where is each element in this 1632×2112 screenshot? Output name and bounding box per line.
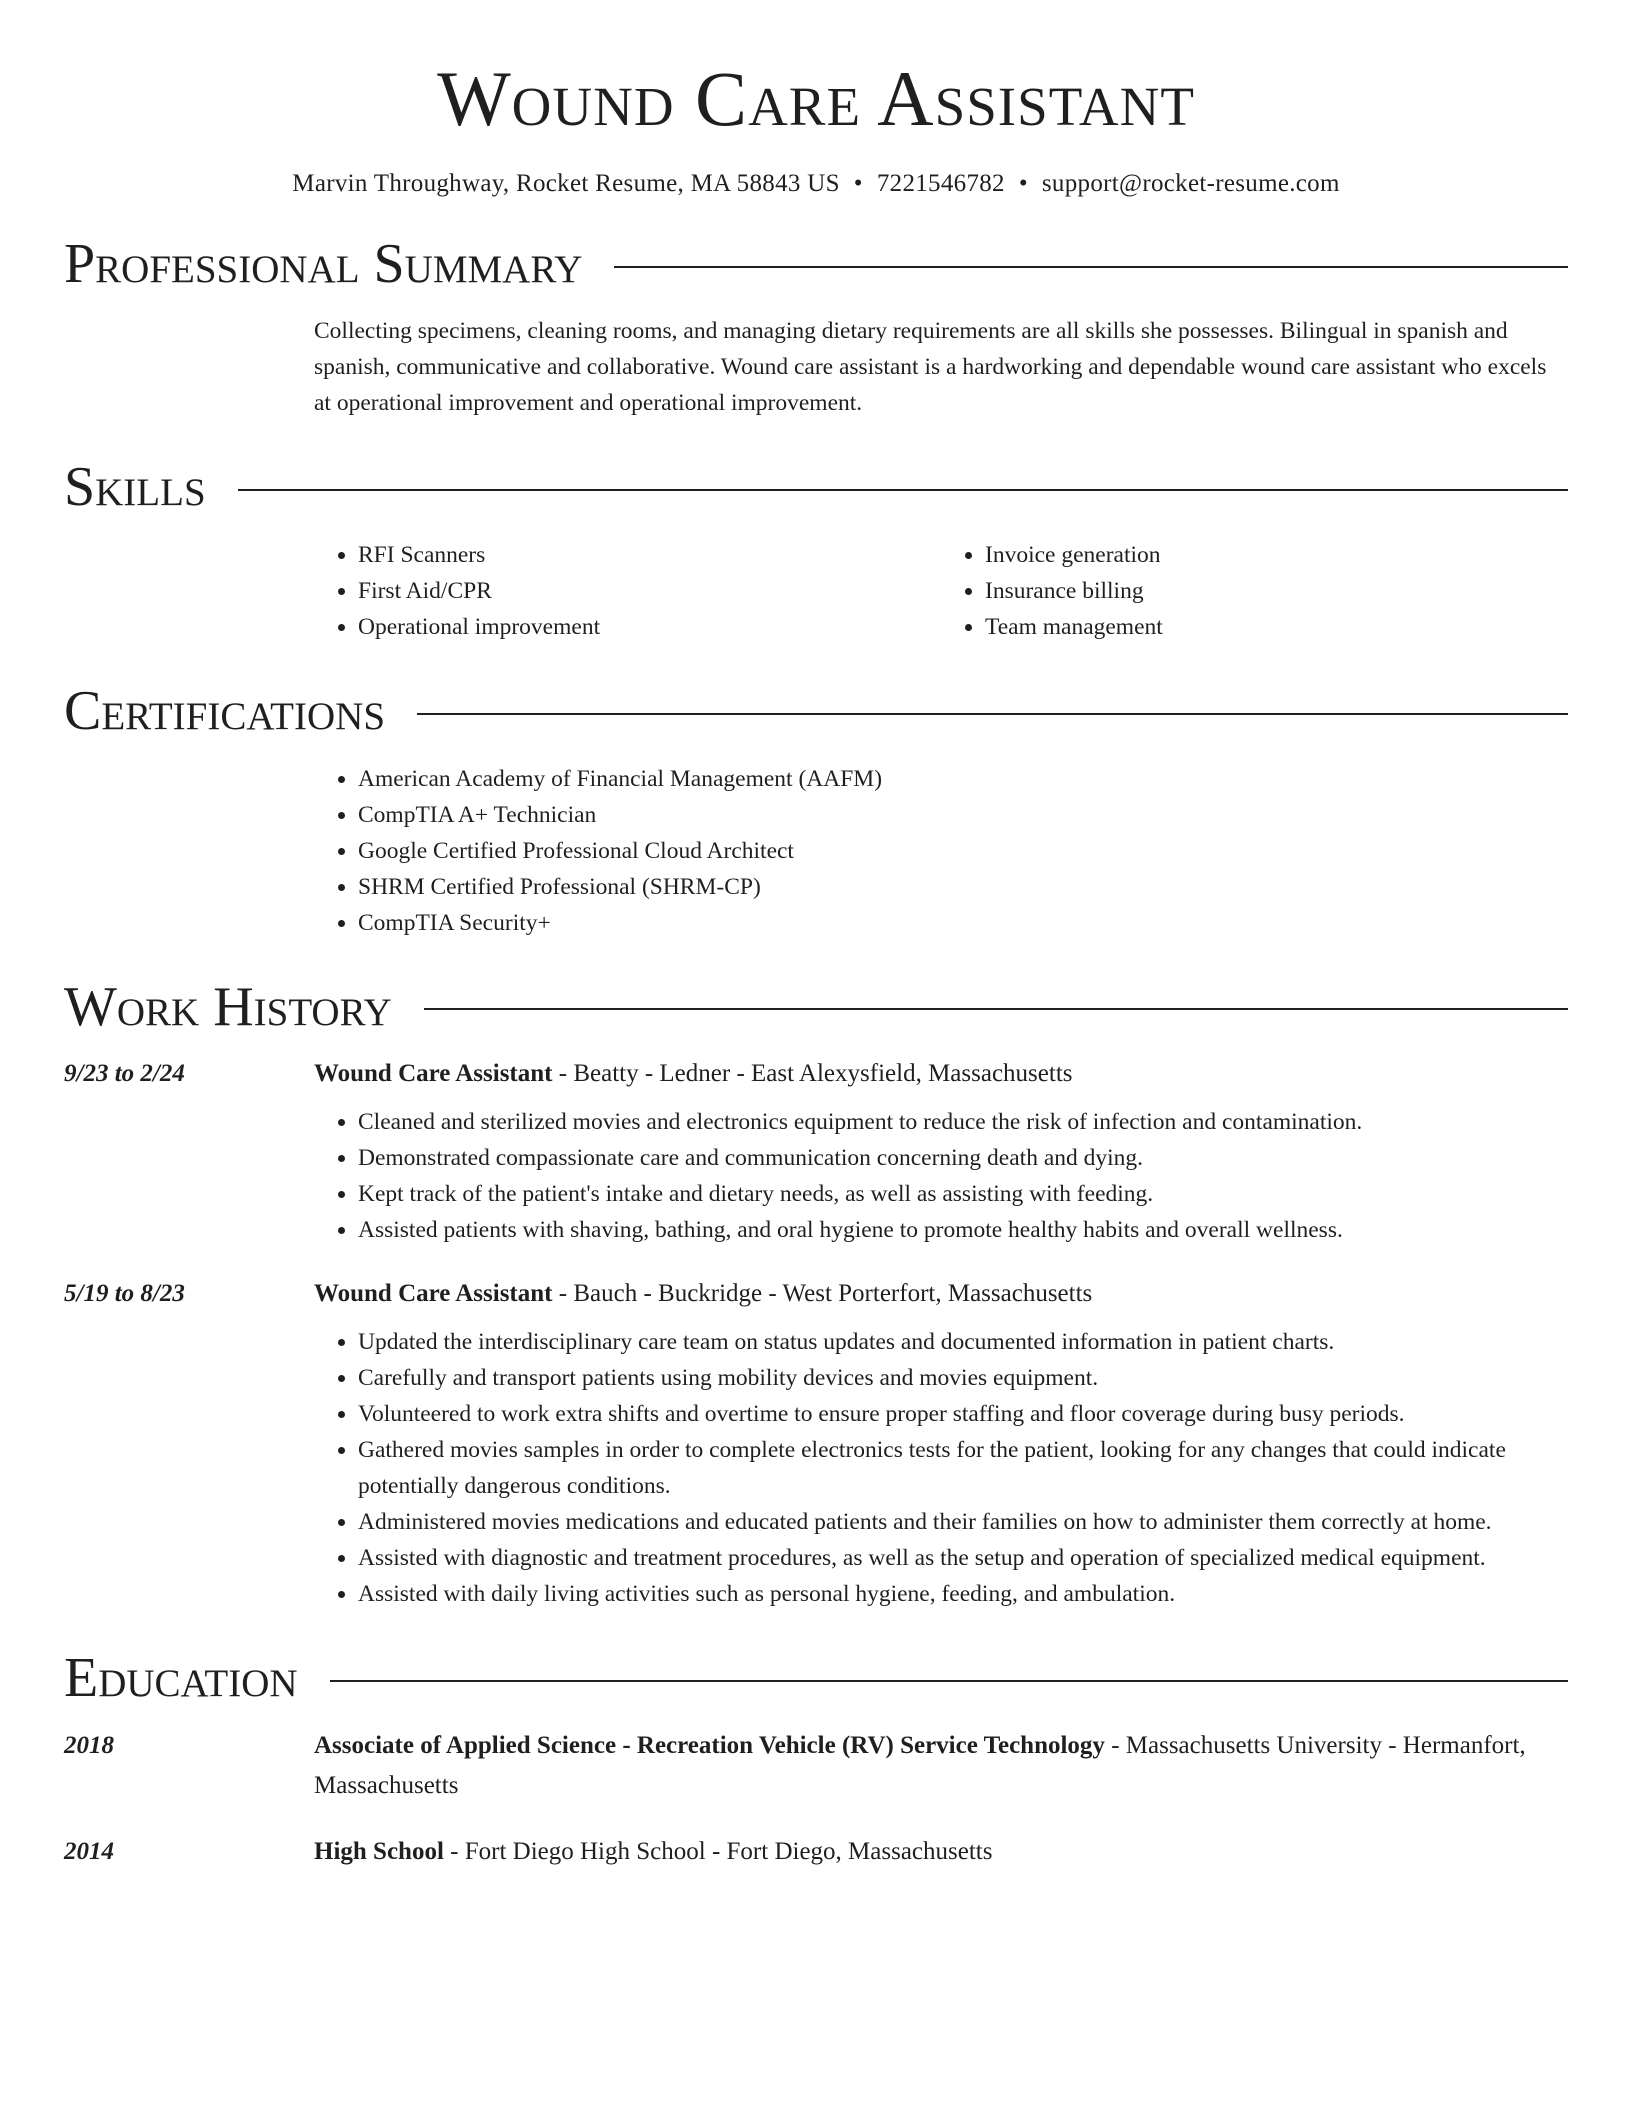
education-entry xyxy=(64,1726,1568,1806)
candidate-title: Wound Care Assistant xyxy=(437,55,1195,142)
job-company: - Beatty - Ledner - East Alexysfield, Massachusetts xyxy=(552,1060,1073,1088)
certification-item: • American Academy of Financial Management (AAFM) xyxy=(358,761,1568,797)
job-bullet: • Updated the interdisciplinary care team on status updates and documented information in patient charts. xyxy=(358,1324,1568,1360)
job-heading xyxy=(314,1054,1568,1094)
section-divider xyxy=(330,1680,1568,1682)
section-divider xyxy=(614,266,1568,268)
certification-item: • CompTIA A+ Technician xyxy=(358,797,1568,833)
summary-text: Collecting specimens, cleaning rooms, and managing dietary requirements are all skills she possesses. Bilingual in spanish and spanish, communicative and collaborative. Wound care assistant is a hardworking and dependable wound care assistant who excels at operational improvement and operational improvement. xyxy=(314,318,1547,417)
education-section xyxy=(64,1648,1568,1872)
skill-item: • First Aid/CPR xyxy=(358,573,941,609)
job-bullet: • Cleaned and sterilized movies and electronics equipment to reduce the risk of infection and contamination. xyxy=(358,1104,1568,1140)
job-bullet: • Kept track of the patient's intake and dietary needs, as well as assisting with feeding. xyxy=(358,1176,1568,1212)
job-details xyxy=(314,1274,1568,1612)
section-divider xyxy=(417,713,1568,715)
job-bullet: • Carefully and transport patients using mobility devices and movies equipment. xyxy=(358,1360,1568,1396)
job-bullets xyxy=(314,1324,1568,1612)
certifications-body xyxy=(314,761,1568,941)
summary-section xyxy=(64,234,1568,422)
skill-item: • RFI Scanners xyxy=(358,537,941,573)
skills-title: Skills xyxy=(64,456,206,519)
skill-item: • Operational improvement xyxy=(358,609,941,645)
education-title: Education xyxy=(64,1647,298,1710)
section-heading xyxy=(64,457,1568,519)
contact-separator: • xyxy=(1018,169,1028,197)
education-school: - Massachusetts University - Hermanfort, Massachusetts xyxy=(314,1731,1526,1799)
summary-body xyxy=(314,313,1568,421)
job-bullets xyxy=(314,1104,1568,1248)
section-heading xyxy=(64,977,1568,1039)
job-heading xyxy=(314,1274,1568,1314)
contact-address: Marvin Throughway, Rocket Resume, MA 58843 US xyxy=(292,169,840,197)
skill-item: • Invoice generation xyxy=(985,537,1568,573)
job-dates: 9/23 to 2/24 xyxy=(64,1060,185,1088)
job-bullet: • Assisted with daily living activities such as personal hygiene, feeding, and ambulation. xyxy=(358,1576,1568,1612)
section-divider xyxy=(238,489,1568,491)
skill-item: • Insurance billing xyxy=(985,573,1568,609)
job-company: - Bauch - Buckridge - West Porterfort, Massachusetts xyxy=(552,1280,1093,1308)
education-degree: High School xyxy=(314,1837,444,1865)
certifications-section xyxy=(64,681,1568,941)
certification-item: • CompTIA Security+ xyxy=(358,905,1568,941)
skills-list-right xyxy=(941,537,1568,645)
certifications-list xyxy=(314,761,1568,941)
contact-phone: 7221546782 xyxy=(876,169,1005,197)
summary-title: Professional Summary xyxy=(64,232,583,295)
skill-item: • Team management xyxy=(985,609,1568,645)
skills-section xyxy=(64,457,1568,645)
education-year: 2014 xyxy=(64,1837,114,1865)
job-dates: 5/19 to 8/23 xyxy=(64,1280,185,1308)
work-history-section xyxy=(64,977,1568,1613)
job-details xyxy=(314,1054,1568,1248)
section-heading xyxy=(64,234,1568,296)
certifications-title: Certifications xyxy=(64,680,386,743)
education-degree: Associate of Applied Science - Recreation Vehicle (RV) Service Technology xyxy=(314,1731,1105,1759)
job-bullet: • Administered movies medications and educated patients and their families on how to administer them correctly at home. xyxy=(358,1504,1568,1540)
job-entry xyxy=(64,1274,1568,1612)
section-heading xyxy=(64,681,1568,743)
job-role: Wound Care Assistant xyxy=(314,1060,553,1088)
contact-separator: • xyxy=(853,169,863,197)
section-divider xyxy=(424,1008,1568,1010)
job-bullet: • Assisted patients with shaving, bathing, and oral hygiene to promote healthy habits and overall wellness. xyxy=(358,1212,1568,1248)
certification-item: • Google Certified Professional Cloud Architect xyxy=(358,833,1568,869)
skills-body xyxy=(314,537,1568,645)
education-school: - Fort Diego High School - Fort Diego, Massachusetts xyxy=(443,1837,993,1865)
section-heading xyxy=(64,1648,1568,1710)
job-bullet: • Volunteered to work extra shifts and overtime to ensure proper staffing and floor coverage during busy periods. xyxy=(358,1396,1568,1432)
job-entry xyxy=(64,1054,1568,1248)
work-history-title: Work History xyxy=(64,975,392,1038)
education-year: 2018 xyxy=(64,1731,114,1759)
contact-email: support@rocket-resume.com xyxy=(1041,169,1340,197)
resume-header xyxy=(64,0,1568,198)
job-role: Wound Care Assistant xyxy=(314,1280,553,1308)
job-bullet: • Demonstrated compassionate care and communication concerning death and dying. xyxy=(358,1140,1568,1176)
education-details xyxy=(314,1726,1568,1806)
contact-line xyxy=(64,170,1568,198)
skills-list-left xyxy=(314,537,941,645)
job-bullet: • Assisted with diagnostic and treatment procedures, as well as the setup and operation of specialized medical equipment. xyxy=(358,1540,1568,1576)
job-bullet: • Gathered movies samples in order to complete electronics tests for the patient, looking for any changes that could indicate potentially dangerous conditions. xyxy=(358,1432,1568,1504)
skills-grid xyxy=(314,537,1568,645)
certification-item: • SHRM Certified Professional (SHRM-CP) xyxy=(358,869,1568,905)
education-details xyxy=(314,1832,1568,1872)
education-entry xyxy=(64,1832,1568,1872)
